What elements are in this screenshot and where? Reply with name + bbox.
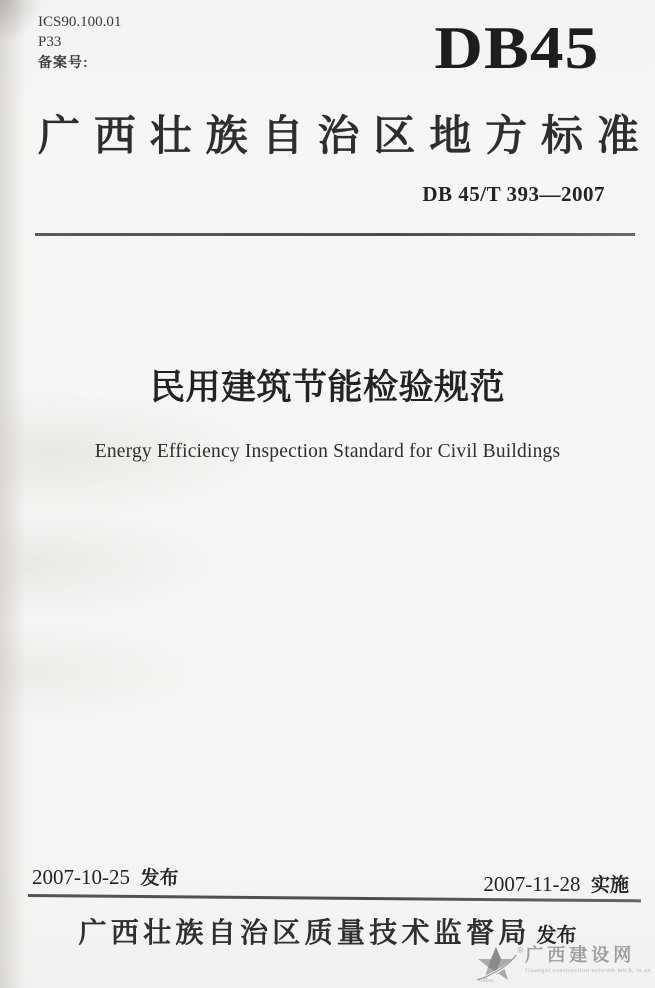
document-title-english: Energy Efficiency Inspection Standard for Civil Buildings <box>94 441 561 462</box>
class-code: P33 <box>38 34 62 50</box>
watermark-text-block <box>525 944 651 974</box>
implement-date-item <box>483 870 629 897</box>
site-watermark <box>475 944 651 984</box>
top-divider-line <box>35 233 635 236</box>
watermark-site-subtext: Guangxi construction network mich, lu an <box>525 967 651 974</box>
publisher-name: 广 西 壮 族 自 治 区 质 量 技 术 监 督 局 <box>78 917 527 948</box>
watermark-site-name: 广西建设网 <box>525 945 636 965</box>
star-icon <box>475 946 517 984</box>
record-number-label: 备案号: <box>38 54 89 70</box>
publisher-suffix-label: 发布 <box>536 925 577 947</box>
svg-text:GXJSW: GXJSW <box>479 978 495 983</box>
standard-number: DB 45/T 393—2007 <box>422 182 605 206</box>
implement-date-label: 实施 <box>590 875 629 896</box>
document-title-chinese: 民用建筑节能检验规范 <box>149 368 505 407</box>
db45-logo: DB45 <box>433 15 599 81</box>
standard-type-title: 广 西 壮 族 自 治 区 地 方 标 准 <box>38 112 639 159</box>
issue-date-item <box>32 863 178 890</box>
issue-date: 2007-10-25 <box>32 865 130 889</box>
classification-block <box>38 12 121 72</box>
dates-row <box>32 863 629 896</box>
ics-code: ICS90.100.01 <box>38 14 122 30</box>
implement-date: 2007-11-28 <box>483 872 581 896</box>
registered-mark: ® <box>517 946 524 955</box>
issue-date-label: 发布 <box>140 868 179 889</box>
